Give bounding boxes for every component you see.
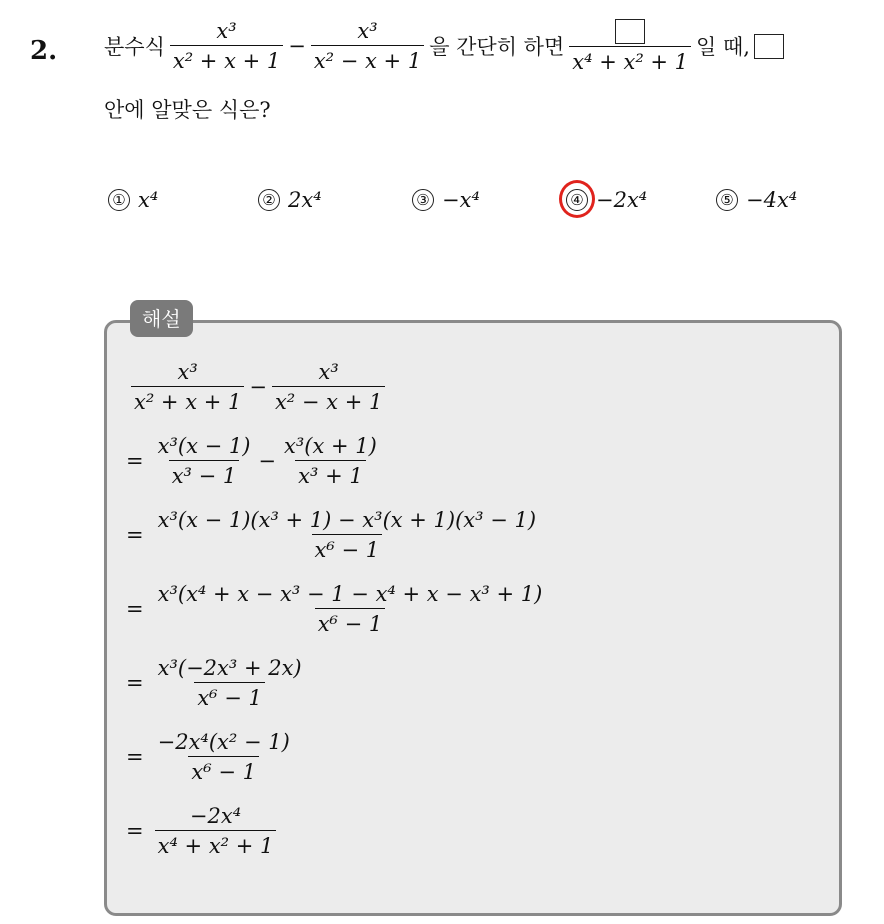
- stem-minus-sign: −: [288, 34, 306, 59]
- equals-sign: =: [126, 671, 144, 696]
- step-denominator: x⁶ − 1: [315, 608, 386, 636]
- selected-answer-mark: [559, 180, 595, 218]
- step-numerator: x³(x − 1): [157, 434, 251, 458]
- question-prefix: 분수식: [104, 35, 165, 60]
- solution-step-5: [126, 730, 298, 784]
- step-fraction: [155, 582, 546, 636]
- choice-4[interactable]: [566, 188, 647, 212]
- choice-expression: −4x⁴: [746, 188, 798, 212]
- question-line2-text: 안에 알맞은 식은?: [104, 98, 271, 122]
- question-stem-line2: [104, 94, 271, 124]
- blank-box-icon: [754, 34, 784, 59]
- step-denominator: x³ − 1: [169, 460, 240, 488]
- choice-number: ②: [258, 189, 280, 211]
- equals-sign: =: [126, 819, 144, 844]
- stem-fraction-2: [311, 19, 424, 73]
- equals-sign: =: [126, 449, 144, 474]
- solution-step-4: [126, 656, 310, 710]
- question-suffix: 일 때,: [696, 35, 750, 60]
- step-denominator: x⁶ − 1: [188, 756, 259, 784]
- stem-fraction-3: [569, 18, 691, 74]
- choice-5[interactable]: [716, 188, 797, 212]
- question-mid-text: 을 간단히 하면: [429, 35, 565, 60]
- choice-number: ③: [412, 189, 434, 211]
- choice-3[interactable]: [412, 188, 480, 212]
- choice-expression: −2x⁴: [596, 188, 648, 212]
- step-numerator: x³: [177, 360, 198, 384]
- step-numerator: −2x⁴(x² − 1): [157, 730, 290, 754]
- stem-fraction-3-denominator: x⁴ + x² + 1: [569, 46, 691, 74]
- step-numerator: x³(−2x³ + 2x): [157, 656, 302, 680]
- choice-expression: x⁴: [138, 188, 159, 212]
- choice-number: ④: [566, 189, 588, 211]
- step-numerator: x³: [318, 360, 339, 384]
- step-numerator: x³(x⁴ + x − x³ − 1 − x⁴ + x − x³ + 1): [157, 582, 543, 606]
- step-numerator: −2x⁴: [189, 804, 242, 828]
- stem-fraction-2-denominator: x² − x + 1: [311, 45, 424, 73]
- step-fraction: [131, 360, 244, 414]
- stem-fraction-1-numerator: x³: [216, 18, 237, 43]
- step-denominator: x⁶ − 1: [194, 682, 265, 710]
- minus-sign: −: [249, 375, 267, 400]
- stem-fraction-2-numerator: x³: [357, 18, 378, 43]
- choice-number: ⑤: [716, 189, 738, 211]
- minus-sign: −: [258, 449, 277, 474]
- choice-1[interactable]: [108, 188, 158, 212]
- step-fraction: [155, 508, 539, 562]
- choice-number: ①: [108, 189, 130, 211]
- equals-sign: =: [126, 597, 144, 622]
- stem-fraction-1-denominator: x² + x + 1: [170, 45, 283, 73]
- equals-sign: =: [126, 523, 144, 548]
- step-denominator: x³ + 1: [295, 460, 366, 488]
- solution-step-0: [126, 360, 390, 414]
- step-fraction: [155, 656, 305, 710]
- step-numerator: x³(x + 1): [284, 434, 377, 458]
- step-fraction: [155, 730, 293, 784]
- question-stem-line1: [104, 18, 784, 74]
- solution-label: 해설: [130, 300, 193, 337]
- step-fraction: [155, 434, 254, 488]
- step-denominator: x² − x + 1: [272, 386, 385, 414]
- step-numerator: x³(x − 1)(x³ + 1) − x³(x + 1)(x³ − 1): [157, 508, 537, 532]
- step-denominator: x² + x + 1: [131, 386, 244, 414]
- stem-fraction-3-numerator: [612, 18, 648, 46]
- question-number: 2.: [30, 36, 58, 66]
- blank-box-icon: [615, 19, 645, 44]
- solution-step-2: [126, 508, 544, 562]
- choice-expression: −x⁴: [442, 188, 480, 212]
- equals-sign: =: [126, 745, 144, 770]
- step-fraction: [155, 804, 277, 858]
- solution-step-6: [126, 804, 281, 858]
- step-denominator: x⁶ − 1: [312, 534, 383, 562]
- step-fraction: [281, 434, 380, 488]
- solution-step-3: [126, 582, 550, 636]
- solution-step-1: [126, 434, 385, 488]
- step-denominator: x⁴ + x² + 1: [155, 830, 277, 858]
- choice-2[interactable]: [258, 188, 322, 212]
- step-fraction: [272, 360, 385, 414]
- stem-fraction-1: [170, 19, 283, 73]
- choice-expression: 2x⁴: [288, 188, 322, 212]
